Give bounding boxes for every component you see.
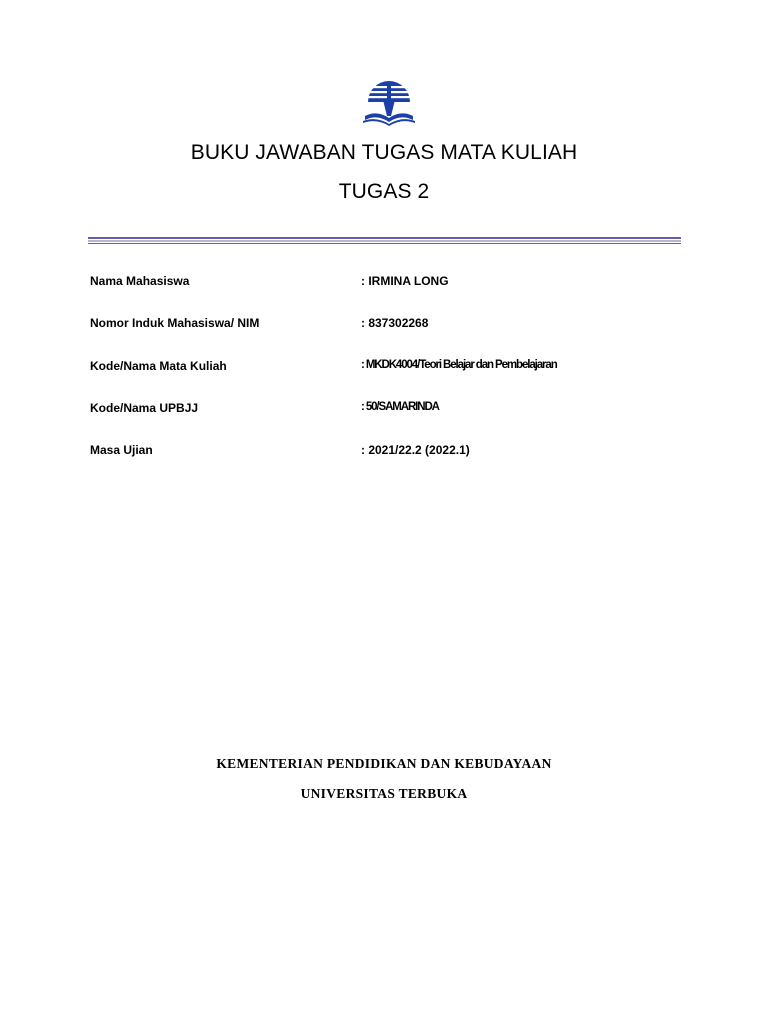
identity-label: Nomor Induk Mahasiswa/ NIM bbox=[90, 316, 260, 330]
identity-row-mata-kuliah bbox=[90, 359, 690, 377]
header-divider-shadow bbox=[88, 240, 681, 242]
identity-value: : MKDK4004/Teori Belajar dan Pembelajaran bbox=[361, 359, 557, 371]
document-subtitle: TUGAS 2 bbox=[338, 180, 430, 203]
identity-label: Kode/Nama UPBJJ bbox=[90, 401, 199, 415]
identity-row-nama bbox=[90, 274, 690, 292]
identity-label: Masa Ujian bbox=[90, 443, 153, 457]
identity-value: : 2021/22.2 (2022.1) bbox=[361, 443, 470, 457]
document-title: BUKU JAWABAN TUGAS MATA KULIAH bbox=[190, 141, 578, 164]
identity-value: : IRMINA LONG bbox=[361, 274, 449, 288]
university-emblem-icon bbox=[359, 76, 419, 128]
ministry-name: KEMENTERIAN PENDIDIKAN DAN KEBUDAYAAN bbox=[216, 756, 552, 771]
identity-row-nim bbox=[90, 316, 690, 334]
university-name: UNIVERSITAS TERBUKA bbox=[300, 786, 468, 801]
identity-value: : 837302268 bbox=[361, 316, 429, 330]
header-divider-bottom bbox=[88, 243, 681, 244]
header-divider bbox=[88, 237, 681, 239]
identity-row-masa-ujian bbox=[90, 443, 690, 461]
identity-value: : 50/SAMARINDA bbox=[361, 401, 439, 413]
identity-row-upbjj bbox=[90, 401, 690, 419]
identity-label: Kode/Nama Mata Kuliah bbox=[90, 359, 227, 373]
identity-label: Nama Mahasiswa bbox=[90, 274, 190, 288]
